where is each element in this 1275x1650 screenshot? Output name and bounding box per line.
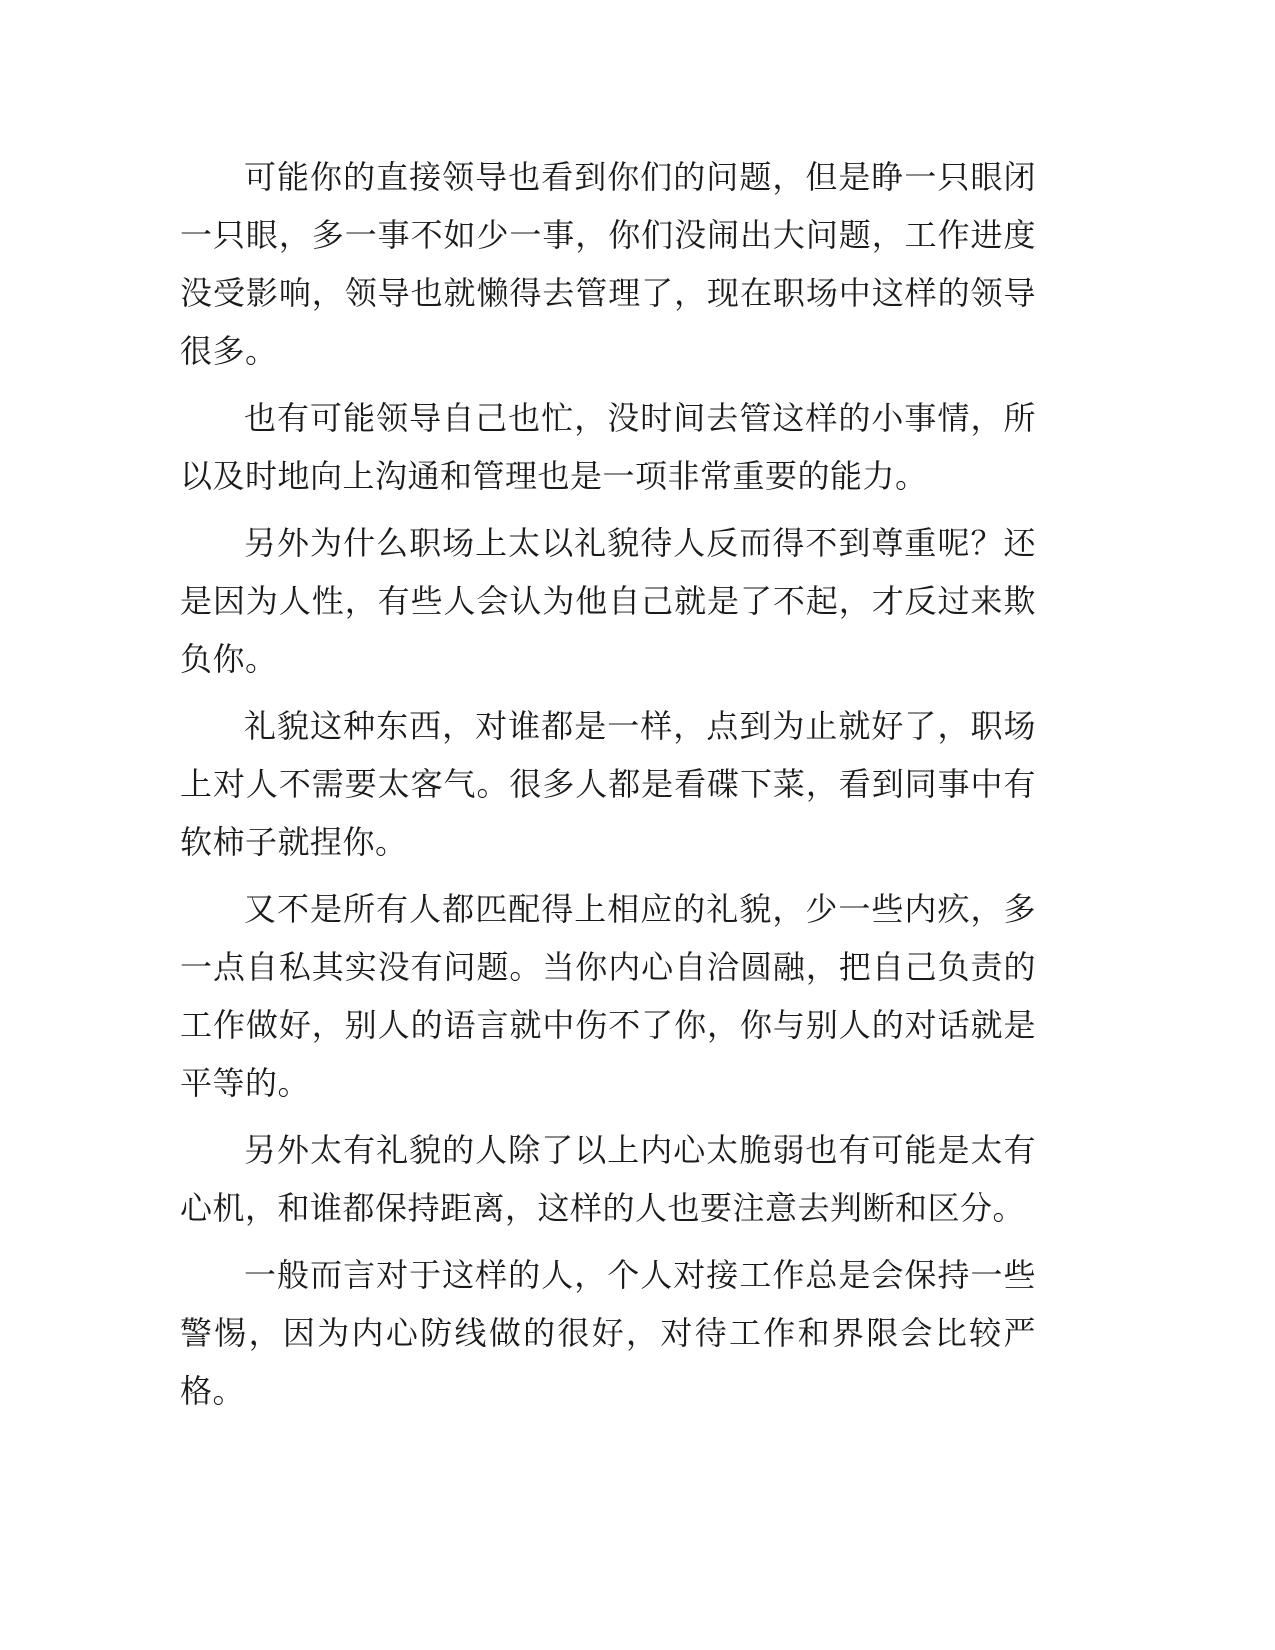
paragraph-3: 另外为什么职场上太以礼貌待人反而得不到尊重呢？还是因为人性，有些人会认为他自己就是了不起，才反过来欺负你。	[180, 524, 1036, 678]
document-body	[180, 148, 1036, 1429]
paragraph-1: 可能你的直接领导也看到你们的问题，但是睁一只眼闭一只眼，多一事不如少一事，你们没闹出大问题，工作进度没受影响，领导也就懒得去管理了，现在职场中这样的领导很多。	[180, 158, 1036, 370]
paragraph-7: 一般而言对于这样的人，个人对接工作总是会保持一些警惕，因为内心防线做的很好，对待工作和界限会比较严格。	[180, 1256, 1036, 1410]
paragraph-4: 礼貌这种东西，对谁都是一样，点到为止就好了，职场上对人不需要太客气。很多人都是看碟下菜，看到同事中有软柿子就捏你。	[180, 707, 1036, 861]
paragraph-6: 另外太有礼貌的人除了以上内心太脆弱也有可能是太有心机，和谁都保持距离，这样的人也要注意去判断和区分。	[180, 1131, 1036, 1227]
paragraph-5: 又不是所有人都匹配得上相应的礼貌，少一些内疚，多一点自私其实没有问题。当你内心自洽圆融，把自己负责的工作做好，别人的语言就中伤不了你，你与别人的对话就是平等的。	[180, 890, 1036, 1102]
paragraph-2: 也有可能领导自己也忙，没时间去管这样的小事情，所以及时地向上沟通和管理也是一项非常重要的能力。	[180, 399, 1036, 495]
